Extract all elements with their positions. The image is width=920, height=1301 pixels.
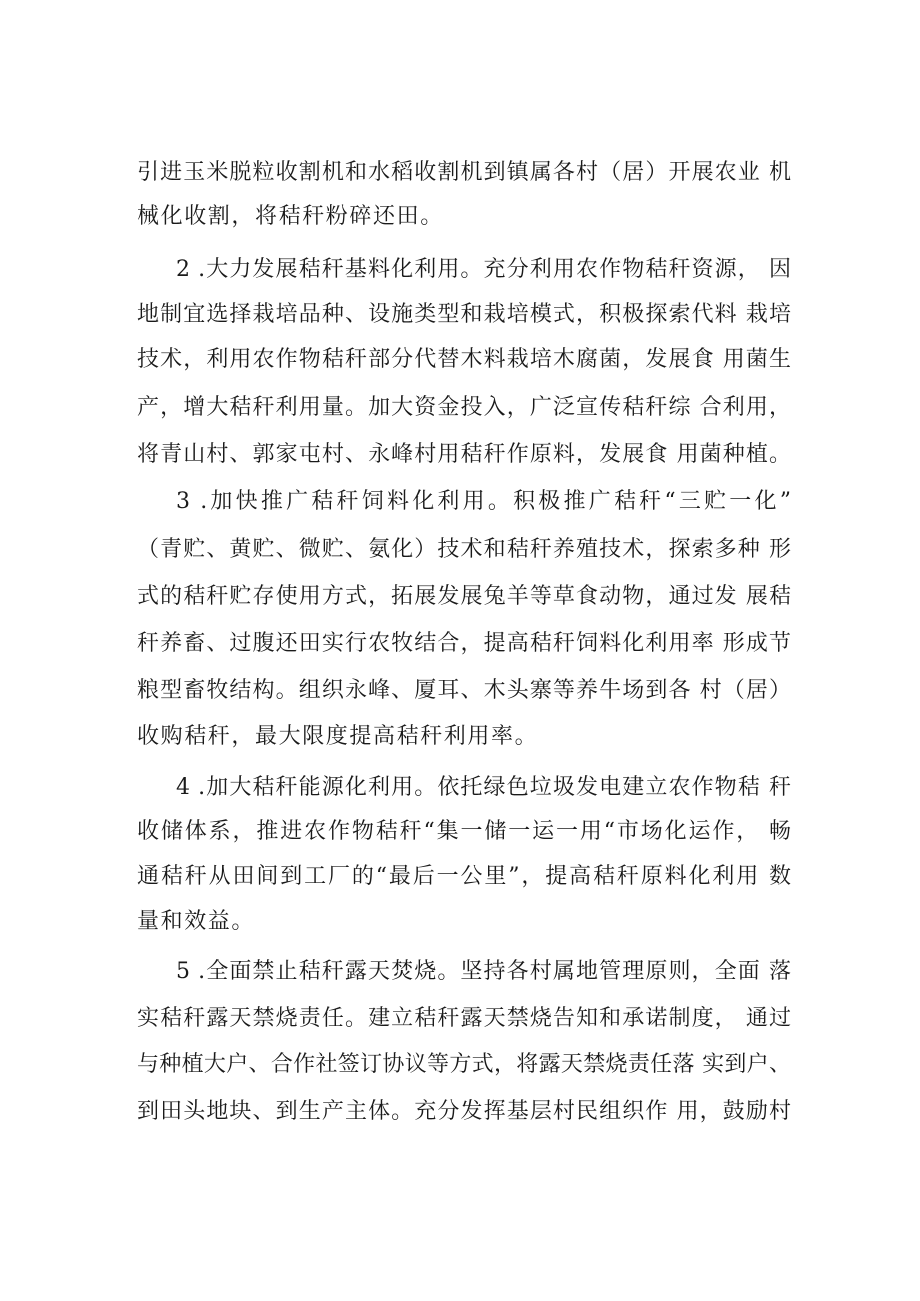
text-line: 收购秸秆，最大限度提高秸秆利用率。 — [137, 724, 539, 749]
text-line: 秆养畜、过腹还田实行农牧结合，提高秸秆饲料化利用率 形成节 — [137, 631, 791, 656]
text-line: 将青山村、郭家屯村、永峰村用秸秆作原料，发展食 用菌种植。 — [137, 442, 791, 467]
text-line: 与种植大户、合作社签订协议等方式，将露天禁烧责任落 实到户、 — [137, 1052, 791, 1077]
text-line: 通秸秆从田间到工厂的“最后一公里”，提高秸秆原料化利用 数 — [137, 864, 791, 889]
text-line: 地制宜选择栽培品种、设施类型和栽培模式，积极探索代料 栽培 — [137, 302, 791, 327]
text-line: 产，增大秸秆利用量。加大资金投入，广泛宣传秸秆综 合利用， — [137, 395, 791, 420]
paragraph-2-heading-line: 2 .大力发展秸秆基料化利用。充分利用农作物秸秆资源， 因 — [176, 257, 791, 282]
text-line: 收储体系，推进农作物秸秆“集一储一运一用“市场化运作， 畅 — [137, 819, 791, 844]
text-line: 技术，利用农作物秸秆部分代替木料栽培木腐菌，发展食 用菌生 — [137, 347, 791, 372]
paragraph-4-heading-line: 4 .加大秸秆能源化利用。依托绿色垃圾发电建立农作物秸 秆 — [176, 775, 791, 800]
text-line: （青贮、黄贮、微贮、氨化）技术和秸秆养殖技术，探索多种 形 — [137, 537, 791, 562]
text-line: 式的秸秆贮存使用方式，拓展发展兔羊等草食动物，通过发 展秸 — [137, 584, 791, 609]
text-line: 引进玉米脱粒收割机和水稻收割机到镇属各村（居）开展农业 机 — [137, 160, 791, 185]
text-line: 到田头地块、到生产主体。充分发挥基层村民组织作 用，鼓励村 — [137, 1099, 791, 1124]
paragraph-3-heading-line: 3 .加快推广秸秆饲料化利用。积极推广秸秆“三贮一化” — [176, 489, 791, 514]
text-line: 量和效益。 — [137, 909, 256, 934]
text-line: 械化收割，将秸秆粉碎还田。 — [137, 204, 444, 229]
text-line: 实秸秆露天禁烧责任。建立秸秆露天禁烧告知和承诺制度， 通过 — [137, 1006, 791, 1031]
paragraph-5-heading-line: 5 .全面禁止秸秆露天焚烧。坚持各村属地管理原则，全面 落 — [176, 959, 791, 984]
text-line: 粮型畜牧结构。组织永峰、厦耳、木头寨等养牛场到各 村（居） — [137, 678, 791, 703]
